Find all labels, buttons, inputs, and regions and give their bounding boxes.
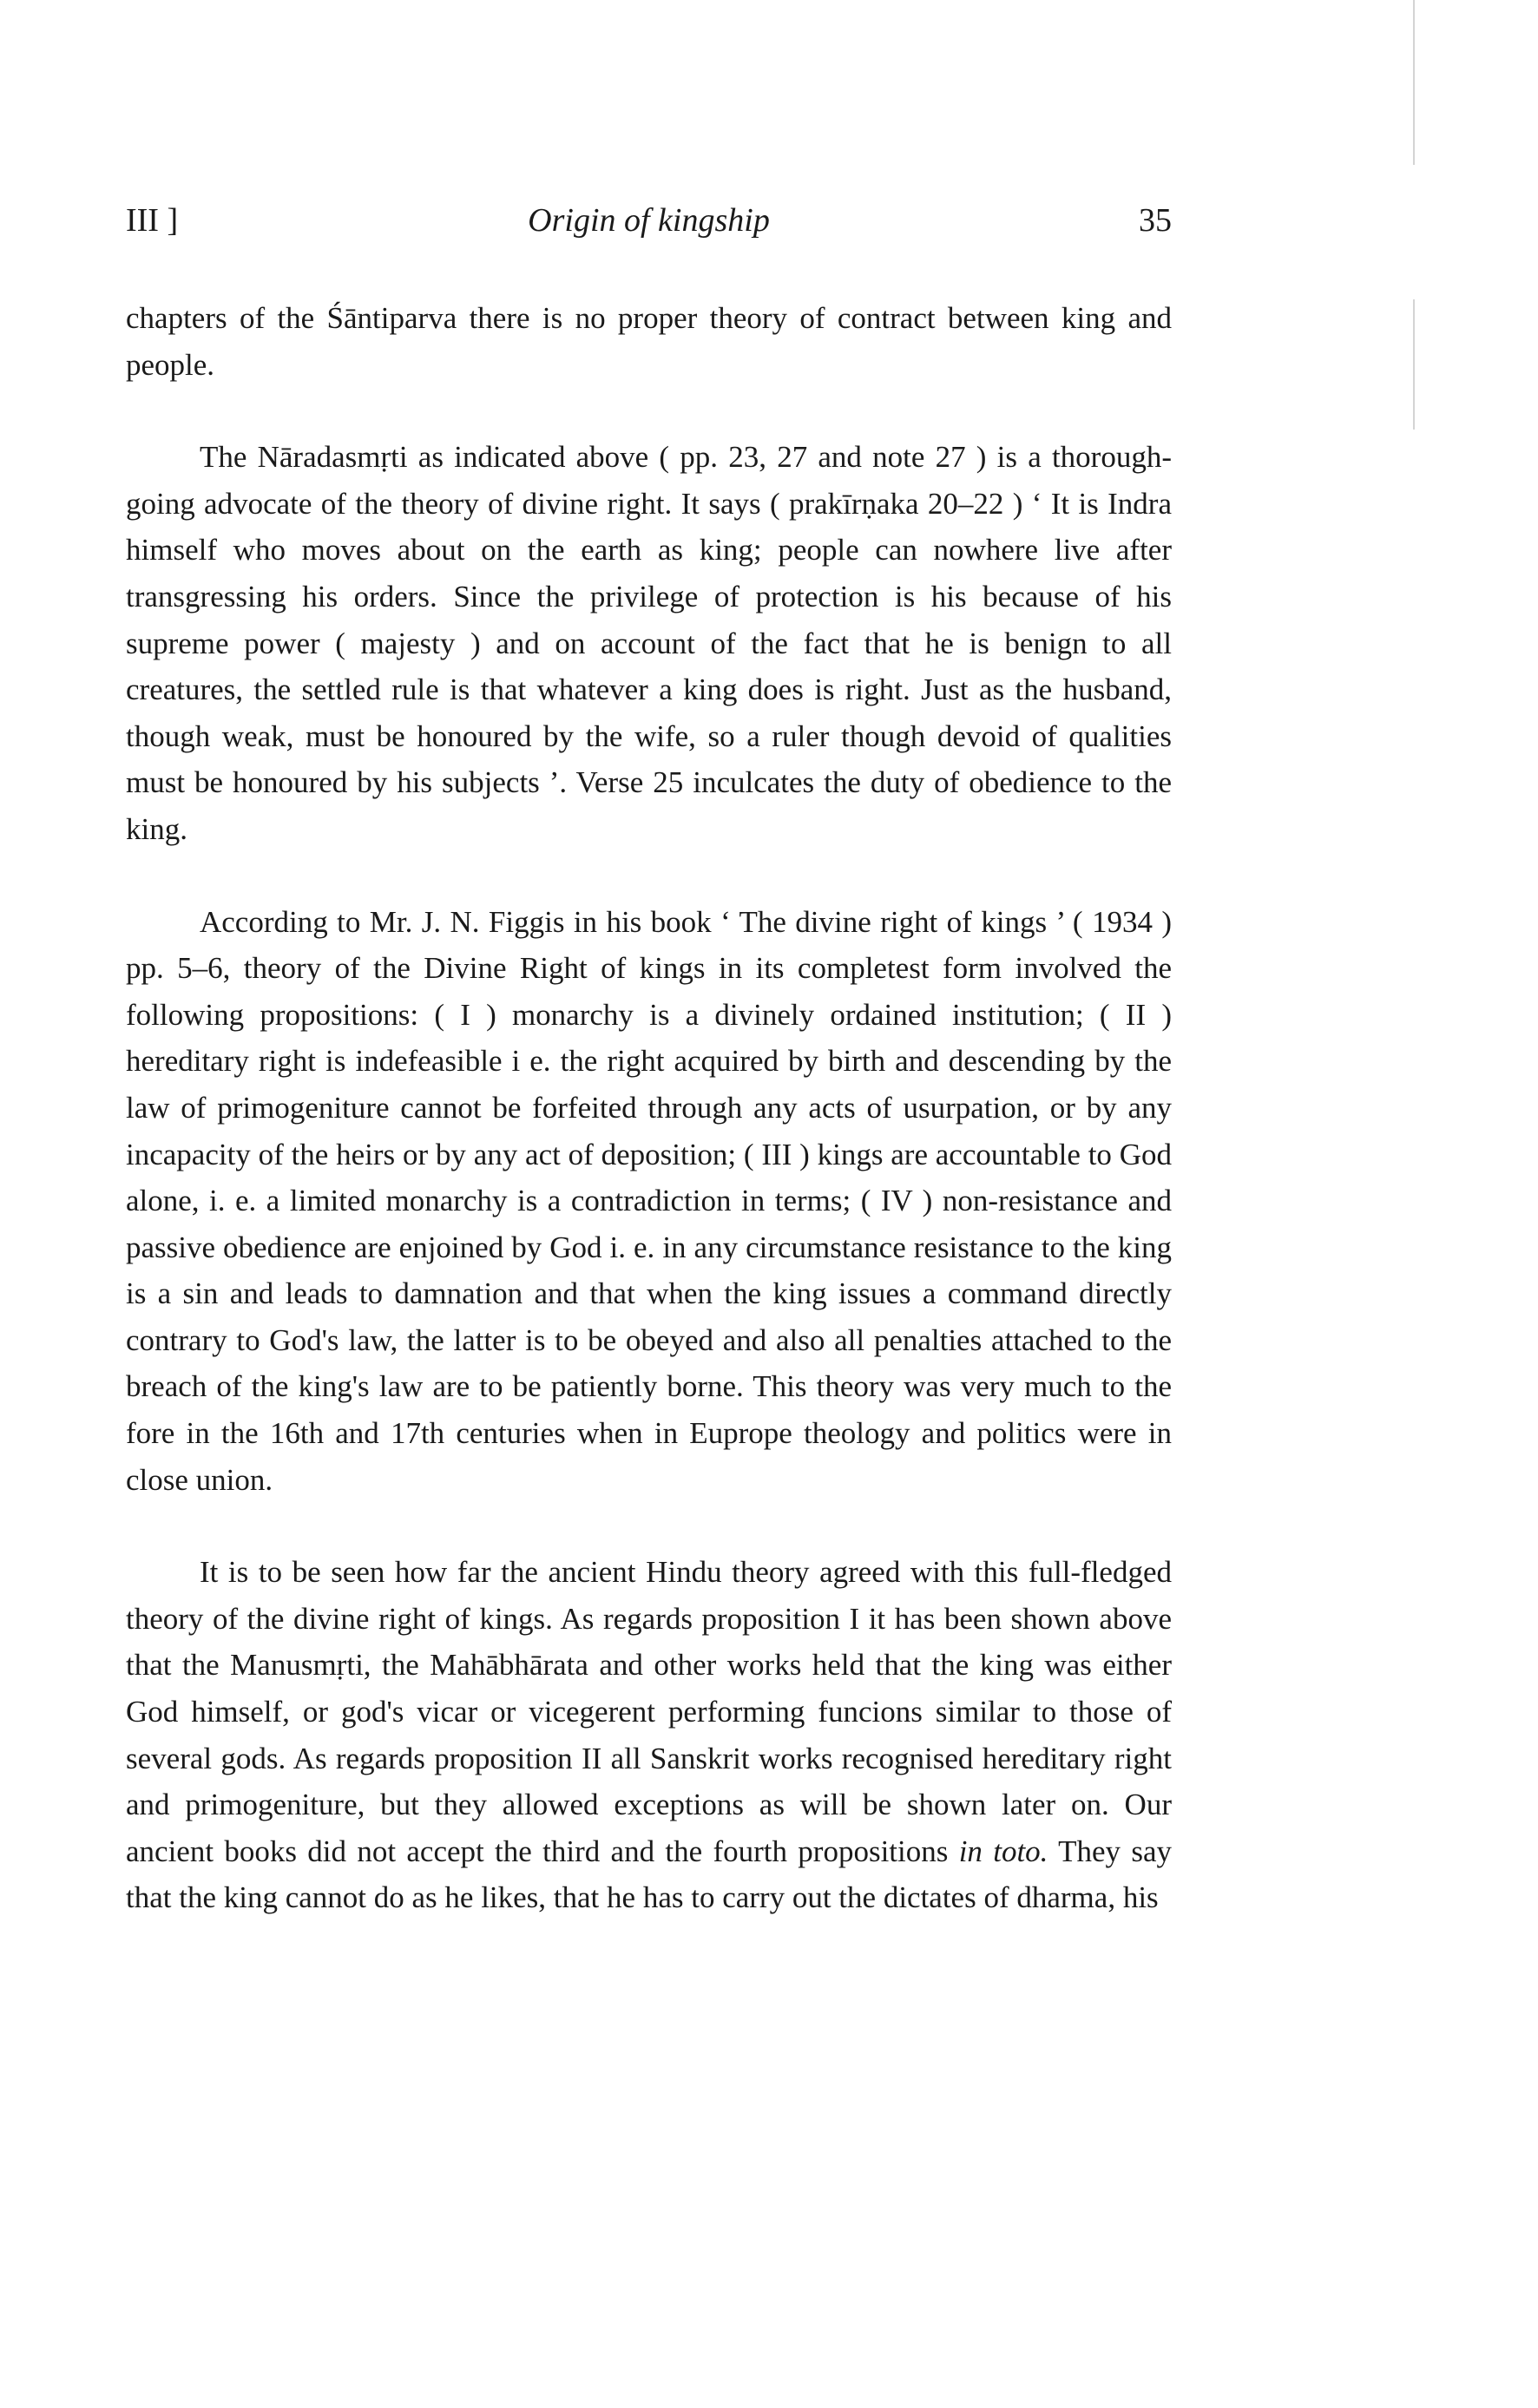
scan-edge-line-top xyxy=(1413,0,1415,165)
chapter-number: III ] xyxy=(126,202,179,239)
page-number: 35 xyxy=(1139,202,1172,239)
page-title: Origin of kingship xyxy=(528,202,770,239)
body-text xyxy=(126,295,1172,1921)
paragraph-4-text-b: They say that the king cannot do as he likes, that he has to carry out the dictates of dharma, his xyxy=(126,1834,1172,1915)
paragraph-1: chapters of the Śāntiparva there is no proper theory of contract between king and people. xyxy=(126,301,1172,382)
paragraph-4 xyxy=(126,1549,1172,1921)
paragraph-3: According to Mr. J. N. Figgis in his book ‘ The divine right of kings ’ ( 1934 ) pp. 5–6, theory of the Divine Right of kings in its completest form involved the following propositions: ( I ) monarchy is a divinely ordained institution; ( II ) hereditary right is indefeasible i e. the right acquired by birth and descending by the law of primogeniture cannot be forfeited through any acts of usurpation, or by any incapacity of the heirs or by any act of deposition; ( III ) kings are accountable to God alone, i. e. a limited monarchy is a contradiction in terms; ( IV ) non-resistance and passive obedience are enjoined by God i. e. in any circumstance resistance to the king is a sin and leads to damnation and that when the king issues a command directly contrary to God's law, the latter is to be obeyed and also all penalties attached to the breach of the king's law are to be patiently borne. This theory was very much to the fore in the 16th and 17th centuries when in Euprope theology and politics were in close union. xyxy=(126,904,1172,1497)
paragraph-2: The Nāradasmṛti as indicated above ( pp. 23, 27 and note 27 ) is a thorough-going advocate of the theory of divine right. It says ( prakīrṇaka 20–22 ) ‘ It is Indra himself who moves about on the earth as king; people can nowhere live after transgressing his orders. Since the privilege of protection is his because of his supreme power ( majesty ) and on account of the fact that he is benign to all creatures, the settled rule is that whatever a king does is right. Just as the husband, though weak, must be honoured by the wife, so a ruler though devoid of qualities must be honoured by his subjects ’. Verse 25 inculcates the duty of obedience to the king. xyxy=(126,440,1172,846)
book-page xyxy=(126,201,1172,1921)
running-head xyxy=(126,201,1172,253)
scan-edge-line-middle xyxy=(1413,299,1415,430)
paragraph-4-italic: in toto. xyxy=(958,1834,1048,1868)
paragraph-4-text-a: It is to be seen how far the ancient Hindu theory agreed with this full-fledged theory of the divine right of kings. As regards proposition I it has been shown above that the Manusmṛti, the Mahābhārata and other works held that the king was either God himself, or god's vicar or vicegerent performing funcions similar to those of several gods. As regards proposition II all Sanskrit works recognised hereditary right and primogeniture, but they allowed exceptions as will be shown later on. Our ancient books did not accept the third and the fourth propositions xyxy=(126,1555,1172,1868)
